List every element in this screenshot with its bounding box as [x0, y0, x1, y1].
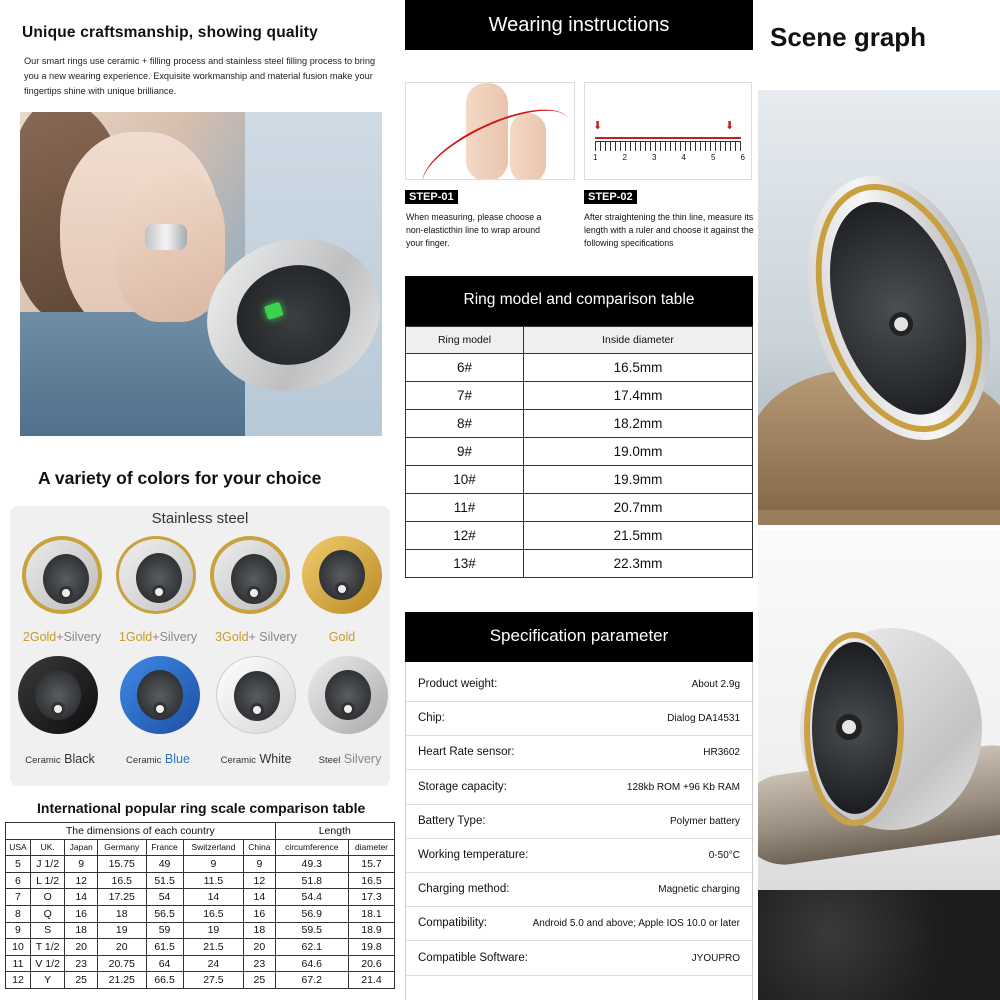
ring-model-header: Ring model and comparison table [405, 276, 753, 326]
table-cell: 20 [65, 939, 98, 956]
model-wearing-ring-photo [20, 112, 382, 436]
spec-value: Magnetic charging [658, 884, 740, 896]
color-label-1gold-silvery: 1Gold+Silvery [118, 630, 198, 644]
arrow-down-icon: ⬇ [593, 120, 603, 132]
spec-key: Working temperature: [418, 849, 529, 861]
inside-diameter-cell: 19.9mm [524, 466, 753, 494]
ring-model-cell: 12# [406, 522, 524, 550]
spec-key: Product weight: [418, 678, 498, 690]
table-cell: 18 [244, 922, 275, 939]
ring-model-cell: 11# [406, 494, 524, 522]
table-cell: 12 [6, 972, 31, 989]
table-row [6, 922, 395, 939]
table-cell: 19 [98, 922, 147, 939]
table-cell: 51.5 [146, 872, 183, 889]
col-header: Japan [65, 839, 98, 856]
spec-row [406, 805, 754, 839]
table-cell: 20.6 [348, 955, 394, 972]
ring-swatch-2gold-silvery[interactable] [22, 536, 102, 614]
ring-swatch-steel-silvery[interactable] [308, 656, 388, 734]
table-cell: 27.5 [183, 972, 244, 989]
table-cell: 23 [244, 955, 275, 972]
col-header: USA [6, 839, 31, 856]
color-options-panel [10, 506, 390, 786]
step-02-text: After straightening the thin line, measure its length with a ruler and choose it against the following specifications [584, 212, 754, 248]
table-cell: 20 [98, 939, 147, 956]
color-label-2gold-silvery: 2Gold+Silvery [22, 630, 102, 644]
table-cell: 16 [244, 905, 275, 922]
spec-value: 0-50°C [708, 850, 740, 861]
table-cell: 9 [65, 856, 98, 873]
table-cell: 67.2 [275, 972, 348, 989]
table-cell: 5 [6, 856, 31, 873]
table-header-row [406, 327, 753, 354]
table-cell: 23 [65, 955, 98, 972]
table-cell: Y [30, 972, 64, 989]
table-cell: 7 [6, 889, 31, 906]
inside-diameter-cell: 18.2mm [524, 410, 753, 438]
step-01-text: When measuring, please choose a non-elasticthin line to wrap around your finger. [406, 212, 542, 248]
table-row [6, 939, 395, 956]
spec-value: Dialog DA14531 [667, 713, 740, 725]
spec-key: Compatibility: [418, 917, 488, 930]
table-cell: 24 [183, 955, 244, 972]
table-cell: 14 [183, 889, 244, 906]
table-cell: 20.75 [98, 955, 147, 972]
table-cell: 20 [244, 939, 275, 956]
table-row [406, 438, 753, 466]
spec-list [405, 662, 753, 1000]
table-cell: 64 [146, 955, 183, 972]
table-cell: 59.5 [275, 922, 348, 939]
ring-model-cell: 8# [406, 410, 524, 438]
table-cell: 54.4 [275, 889, 348, 906]
table-cell: 16 [65, 905, 98, 922]
table-cell: 16.5 [98, 872, 147, 889]
col-header: diameter [348, 839, 394, 856]
table-row [6, 955, 395, 972]
color-label-ceramic-white: Ceramic White [220, 752, 292, 766]
table-cell: J 1/2 [30, 856, 64, 873]
table-cell: 11.5 [183, 872, 244, 889]
table-row [406, 410, 753, 438]
spec-value: Polymer battery [669, 815, 740, 827]
group-header-countries: The dimensions of each country [6, 823, 276, 840]
table-cell: 12 [65, 872, 98, 889]
ring-swatch-ceramic-black[interactable] [18, 656, 98, 734]
table-cell: 17.25 [98, 889, 147, 906]
ruler-number: 4 [681, 153, 686, 162]
spec-value: Android 5.0 and above; Apple IOS 10.0 or later [532, 918, 740, 930]
inside-diameter-cell: 20.7mm [524, 494, 753, 522]
col-header: UK. [30, 839, 64, 856]
table-cell: 18.1 [348, 905, 394, 922]
craftsmanship-title: Unique craftsmanship, showing quality [22, 24, 318, 41]
color-label-gold: Gold [328, 630, 356, 644]
table-cell: 11 [6, 955, 31, 972]
table-cell: 18 [98, 905, 147, 922]
table-group-header-row [6, 823, 395, 840]
table-cell: 8 [6, 905, 31, 922]
table-row [406, 550, 753, 578]
table-row [6, 872, 395, 889]
colors-title: A variety of colors for your choice [38, 468, 322, 488]
ring-swatch-gold[interactable] [302, 536, 382, 614]
table-cell: 16.5 [348, 872, 394, 889]
scene-graph-title: Scene graph [770, 22, 927, 52]
table-cell: 62.1 [275, 939, 348, 956]
table-row [406, 354, 753, 382]
spec-value: HR3602 [703, 747, 740, 759]
table-cell: 9 [244, 856, 275, 873]
table-cell: 10 [6, 939, 31, 956]
ruler-number: 5 [711, 153, 716, 162]
table-cell: 19.8 [348, 939, 394, 956]
table-cell: 21.5 [183, 939, 244, 956]
ruler-numbers [593, 153, 745, 162]
table-cell: 25 [244, 972, 275, 989]
table-cell: 21.25 [98, 972, 147, 989]
scene-photo-ring-on-branch [758, 530, 1000, 1000]
inside-diameter-cell: 22.3mm [524, 550, 753, 578]
ring-model-cell: 10# [406, 466, 524, 494]
table-cell: 15.7 [348, 856, 394, 873]
intl-table-title: International popular ring scale comparison table [37, 800, 366, 816]
ring-swatch-ceramic-blue[interactable] [120, 656, 200, 734]
col-header-ring-model: Ring model [406, 327, 524, 354]
spec-row [406, 702, 754, 736]
col-header: France [146, 839, 183, 856]
ring-swatch-3gold-silvery[interactable] [210, 536, 290, 614]
table-cell: O [30, 889, 64, 906]
spec-row [406, 839, 754, 873]
stainless-steel-label: Stainless steel [151, 510, 249, 527]
table-cell: V 1/2 [30, 955, 64, 972]
spec-row [406, 771, 754, 805]
ruler-number: 3 [652, 153, 657, 162]
table-cell: 56.9 [275, 905, 348, 922]
ruler-number: 6 [740, 153, 745, 162]
craftsmanship-description: Our smart rings use ceramic + filling process and stainless steel filling process to bring you a new wearing experience. Exquisite workmanship and material fusion make your fingertips shine with unique brilliance. [24, 56, 376, 96]
spec-key: Heart Rate sensor: [418, 746, 515, 759]
inside-diameter-cell: 17.4mm [524, 382, 753, 410]
spec-key: Storage capacity: [418, 780, 507, 793]
ruler-number: 2 [622, 153, 627, 162]
spec-header: Specification parameter [405, 612, 753, 662]
finger-wrap-illustration [405, 82, 575, 180]
ring-model-cell: 6# [406, 354, 524, 382]
intl-size-table [5, 822, 395, 989]
scene-photo-ring-on-rock [758, 90, 1000, 525]
spec-key: Compatible Software: [418, 951, 528, 964]
table-cell: L 1/2 [30, 872, 64, 889]
table-row [406, 466, 753, 494]
col-header: China [244, 839, 275, 856]
color-label-ceramic-blue: Ceramic Blue [126, 752, 190, 766]
spec-key: Battery Type: [418, 814, 486, 827]
spec-row [406, 907, 754, 941]
col-header-inside-diameter: Inside diameter [524, 327, 753, 354]
table-cell: 18.9 [348, 922, 394, 939]
table-cell: 61.5 [146, 939, 183, 956]
color-label-steel-silvery: Steel Silvery [318, 752, 382, 766]
table-cell: 17.3 [348, 889, 394, 906]
table-cell: 15.75 [98, 856, 147, 873]
table-row [406, 382, 753, 410]
spec-row [406, 736, 754, 770]
ring-model-cell: 7# [406, 382, 524, 410]
color-label-3gold-silvery: 3Gold+ Silvery [215, 630, 297, 644]
step-01-tag: STEP-01 [405, 190, 458, 204]
inside-diameter-cell: 21.5mm [524, 522, 753, 550]
table-cell: 9 [6, 922, 31, 939]
table-cell: 54 [146, 889, 183, 906]
ring-model-cell: 9# [406, 438, 524, 466]
wearing-instructions-header: Wearing instructions [405, 0, 753, 50]
arrow-down-icon: ⬇ [725, 120, 735, 132]
ruler-illustration [584, 82, 752, 180]
table-row [406, 494, 753, 522]
ring-model-table [405, 326, 753, 578]
table-cell: 59 [146, 922, 183, 939]
spec-value: 128kb ROM +96 Kb RAM [626, 781, 740, 793]
table-header-row [6, 839, 395, 856]
table-cell: 64.6 [275, 955, 348, 972]
step-02-tag: STEP-02 [584, 190, 637, 204]
table-row [6, 889, 395, 906]
spec-key: Charging method: [418, 883, 510, 896]
ring-swatch-1gold-silvery[interactable] [116, 536, 196, 614]
inside-diameter-cell: 16.5mm [524, 354, 753, 382]
spec-key: Chip: [418, 712, 445, 725]
col-header: Germany [98, 839, 147, 856]
table-cell: 18 [65, 922, 98, 939]
table-cell: 25 [65, 972, 98, 989]
table-row [406, 522, 753, 550]
table-cell: 66.5 [146, 972, 183, 989]
table-cell: 21.4 [348, 972, 394, 989]
table-cell: 16.5 [183, 905, 244, 922]
table-row [6, 972, 395, 989]
ruler-number: 1 [593, 153, 598, 162]
table-cell: 51.8 [275, 872, 348, 889]
table-cell: 14 [65, 889, 98, 906]
table-row [6, 856, 395, 873]
table-cell: 12 [244, 872, 275, 889]
inside-diameter-cell: 19.0mm [524, 438, 753, 466]
col-header: circumference [275, 839, 348, 856]
table-cell: 19 [183, 922, 244, 939]
spec-value: JYOUPRO [691, 952, 740, 964]
color-label-ceramic-black: Ceramic Black [25, 752, 95, 766]
spec-value: About 2.9g [691, 679, 740, 690]
table-cell: T 1/2 [30, 939, 64, 956]
table-cell: 14 [244, 889, 275, 906]
table-cell: 49.3 [275, 856, 348, 873]
ring-model-cell: 13# [406, 550, 524, 578]
col-header: Switzerland [183, 839, 244, 856]
group-header-length: Length [275, 823, 394, 840]
ring-swatch-ceramic-white[interactable] [216, 656, 296, 734]
table-row [6, 905, 395, 922]
spec-row [406, 873, 754, 907]
table-cell: Q [30, 905, 64, 922]
table-cell: 49 [146, 856, 183, 873]
table-cell: 56.5 [146, 905, 183, 922]
table-cell: S [30, 922, 64, 939]
spec-row [406, 942, 754, 976]
spec-row [406, 668, 754, 702]
table-cell: 6 [6, 872, 31, 889]
table-cell: 9 [183, 856, 244, 873]
